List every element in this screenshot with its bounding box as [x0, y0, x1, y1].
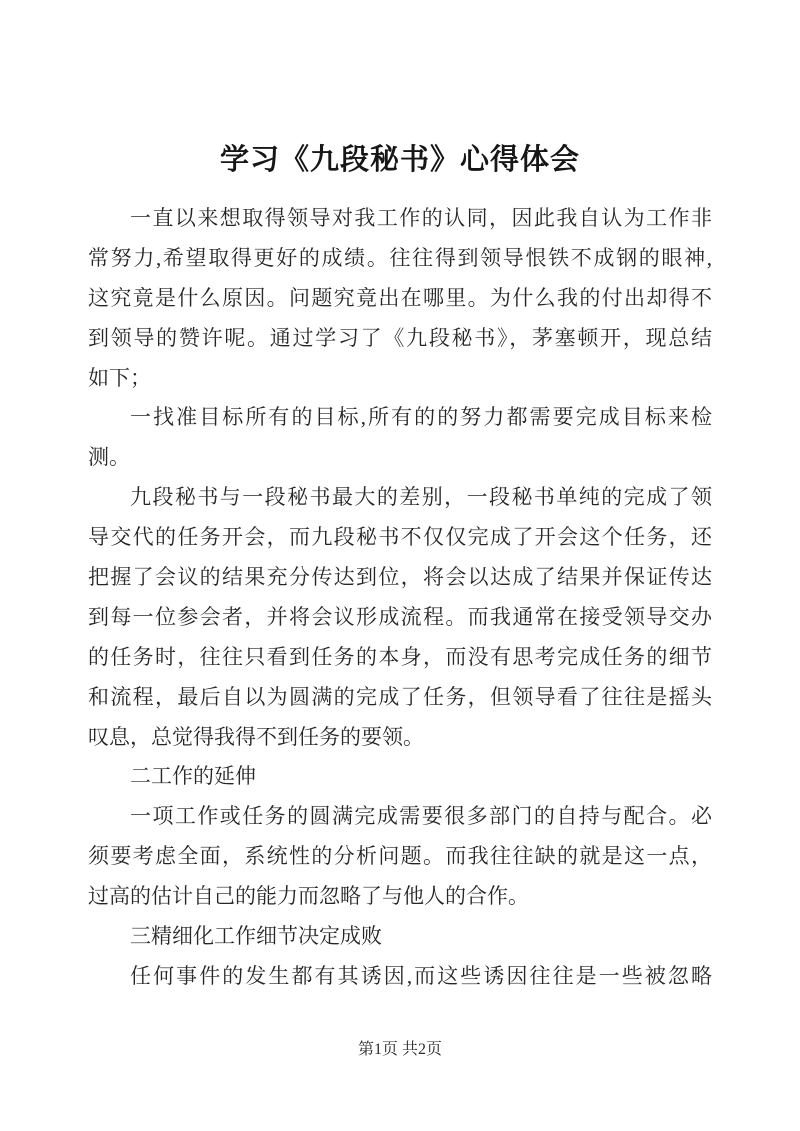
text-line: 叹息，总觉得我得不到任务的要领。 — [88, 724, 424, 749]
text-line: 任何事件的发生都有其诱因,而这些诱因往往是一些被忽略 — [130, 963, 712, 988]
text-line: 一找准目标所有的目标,所有的的努力都需要完成目标来检 — [130, 405, 712, 430]
text-line: 一项工作或任务的圆满完成需要很多部门的自持与配合。必 — [130, 804, 712, 829]
text-line: 的任务时，往往只看到任务的本身，而没有思考完成任务的细节 — [88, 644, 712, 669]
document-body — [88, 199, 712, 997]
text-line: 常努力,希望取得更好的成绩。往往得到领导恨铁不成钢的眼神, — [88, 245, 712, 270]
page-number-label: 第1页 共2页 — [357, 1041, 442, 1058]
text-line: 九段秘书与一段秘书最大的差别，一段秘书单纯的完成了领 — [130, 485, 712, 510]
page-footer — [0, 1038, 800, 1062]
text-line: 三精细化工作细节决定成败 — [130, 924, 382, 949]
text-line: 测。 — [88, 445, 130, 470]
text-line: 到每一位参会者，并将会议形成流程。而我通常在接受领导交办 — [88, 604, 712, 629]
text-line: 和流程，最后自以为圆满的完成了任务，但领导看了往往是摇头 — [88, 684, 712, 709]
text-line: 过高的估计自己的能力而忽略了与他人的合作。 — [88, 884, 529, 909]
text-line: 导交代的任务开会，而九段秘书不仅仅完成了开会这个任务，还 — [88, 525, 712, 550]
text-line: 这究竟是什么原因。问题究竟出在哪里。为什么我的付出却得不 — [88, 285, 712, 310]
text-line: 须要考虑全面，系统性的分析问题。而我往往缺的就是这一点， — [88, 844, 712, 869]
text-line: 到领导的赞许呢。通过学习了《九段秘书》，茅塞顿开，现总结 — [88, 325, 712, 350]
document-title: 学习《九段秘书》心得体会 — [219, 144, 580, 176]
text-line: 把握了会议的结果充分传达到位，将会以达成了结果并保证传达 — [88, 565, 712, 590]
text-line: 如下； — [88, 365, 151, 390]
text-line: 二工作的延伸 — [130, 764, 256, 789]
text-line: 一直以来想取得领导对我工作的认同，因此我自认为工作非 — [130, 206, 712, 230]
